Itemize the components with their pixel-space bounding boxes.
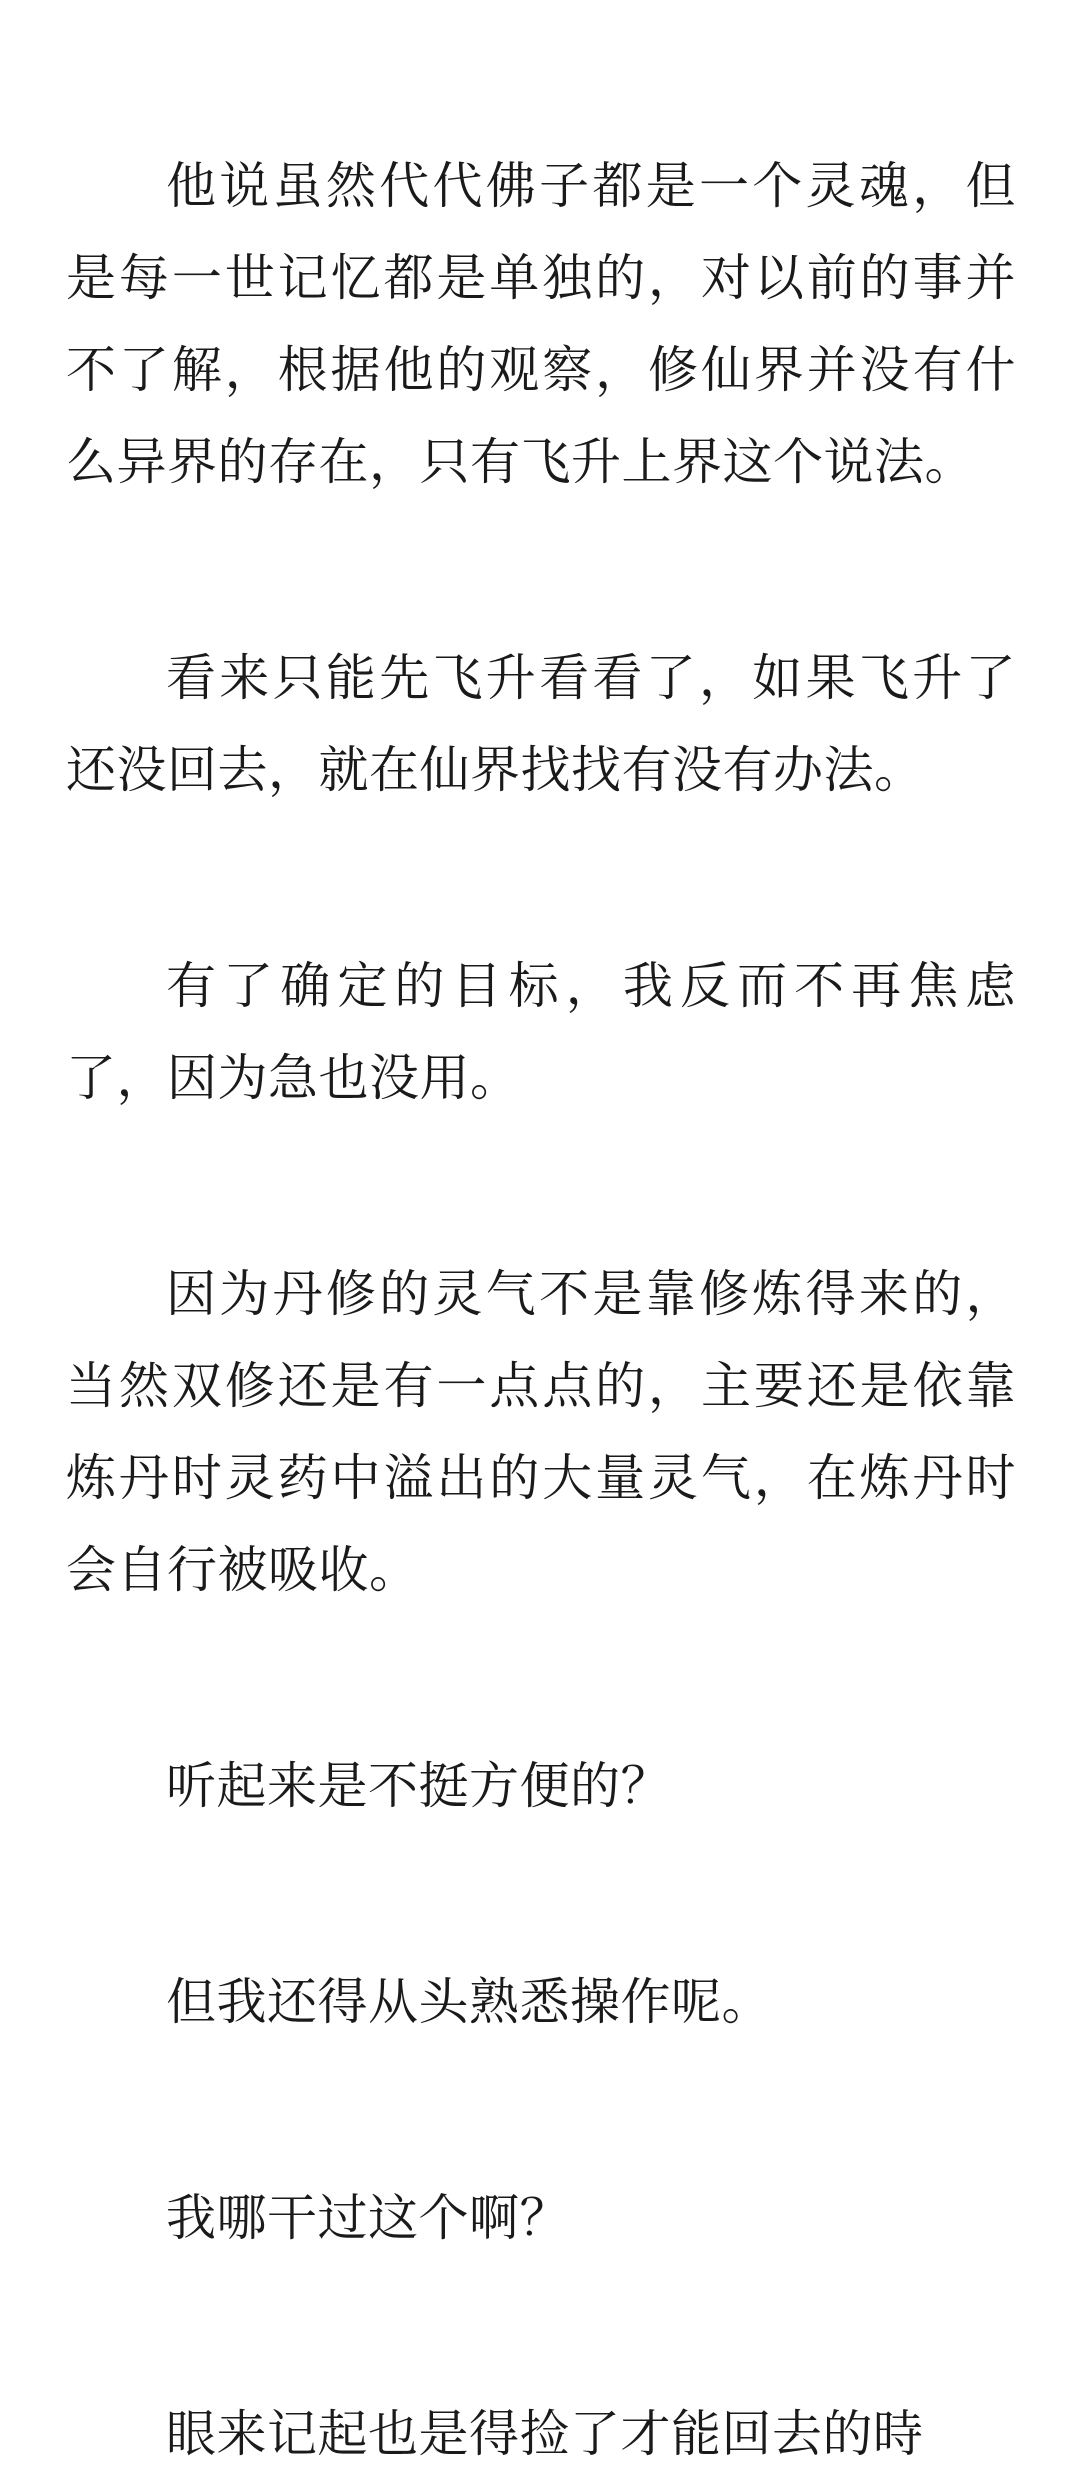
paragraph: 他说虽然代代佛子都是一个灵魂，但是每一世记忆都是单独的，对以前的事并不了解，根据他的观察，修仙界并没有什么异界的存在，只有飞升上界这个说法。 (66, 157, 1016, 491)
paragraph-partial: 眼来记起也是得捡了才能回去的時 (166, 2405, 924, 2463)
chapter-text (66, 140, 1016, 2480)
paragraph: 但我还得从头熟悉操作呢。 (166, 1973, 772, 2031)
paragraph: 有了确定的目标，我反而不再焦虑了，因为急也没用。 (66, 957, 1016, 1107)
paragraph: 听起来是不挺方便的？ (166, 1757, 671, 1815)
paragraph: 我哪干过这个啊？ (166, 2189, 570, 2247)
paragraph: 因为丹修的灵气不是靠修炼得来的，当然双修还是有一点点的，主要还是依靠炼丹时灵药中溢出的大量灵气，在炼丹时会自行被吸收。 (66, 1265, 1016, 1599)
paragraph: 看来只能先飞升看看了，如果飞升了还没回去，就在仙界找找有没有办法。 (66, 649, 1016, 799)
